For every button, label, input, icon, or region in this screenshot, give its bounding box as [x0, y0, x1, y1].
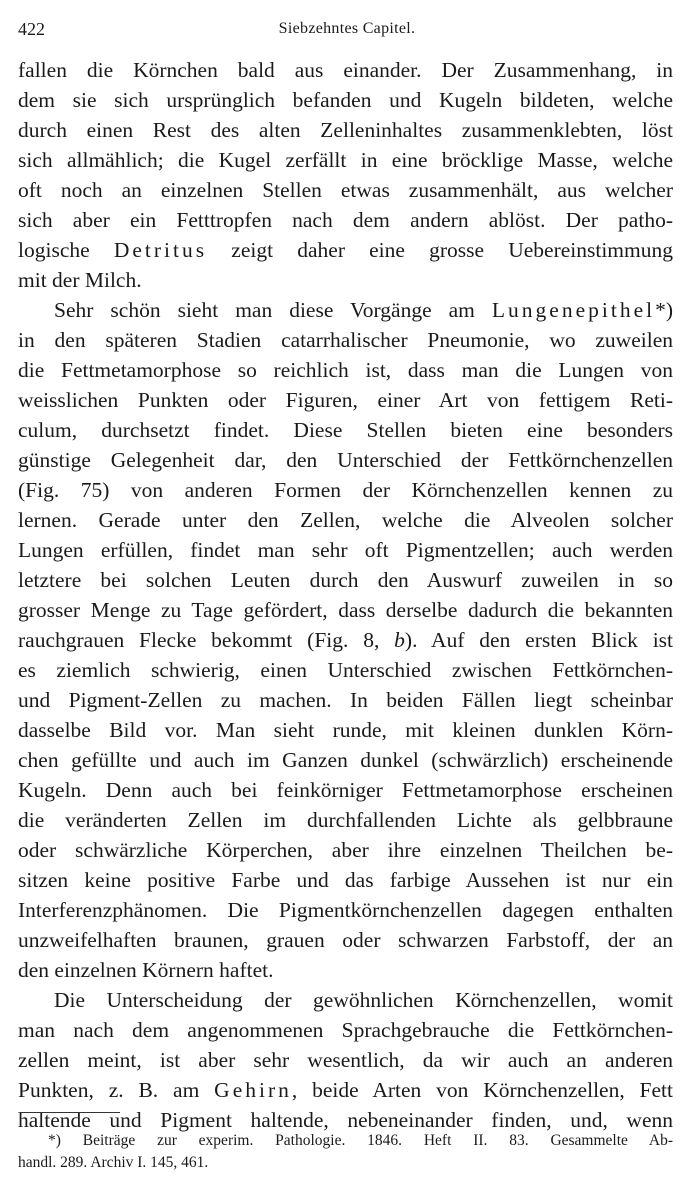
text-line: letztere bei solchen Leuten durch den Auswurf zuweilen in so	[18, 568, 673, 592]
text-line: weisslichen Punkten oder Figuren, einer Art von fettigem Reti-	[18, 388, 673, 412]
page-number: 422	[18, 19, 45, 39]
text-line: culum, durchsetzt findet. Diese Stellen bieten eine besonders	[18, 418, 673, 442]
text-line: chen gefüllte und auch im Ganzen dunkel (schwärzlich) erscheinende	[18, 748, 673, 772]
text-line: dem sie sich ursprünglich befanden und Kugeln bildeten, welche	[18, 88, 673, 112]
text-line: in den späteren Stadien catarrhalischer Pneumonie, wo zuweilen	[18, 328, 673, 352]
text-fragment: logische	[18, 238, 90, 262]
text-line: die veränderten Zellen im durchfallenden Lichte als gelbbraune	[18, 808, 673, 832]
emphasized-term: Detritus	[113, 238, 208, 262]
text-line: man nach dem angenommenen Sprachgebrauche die Fettkörnchen-	[18, 1018, 673, 1042]
text-line	[18, 295, 673, 325]
text-line: dasselbe Bild vor. Man sieht runde, mit kleinen dunklen Körn-	[18, 718, 673, 742]
text-fragment: rauchgrauen Flecke bekommt (Fig. 8,	[18, 628, 380, 652]
text-fragment: Punkten, z. B. am	[18, 1078, 200, 1102]
text-line: durch einen Rest des alten Zelleninhaltes zusammenklebten, löst	[18, 118, 673, 142]
running-head	[18, 14, 676, 44]
text-line: sitzen keine positive Farbe und das farbige Aussehen ist nur ein	[18, 868, 673, 892]
footnotes	[18, 1130, 673, 1174]
text-line: oder schwärzliche Körperchen, aber ihre einzelnen Theilchen be-	[18, 838, 673, 862]
text-line: Interferenzphänomen. Die Pigmentkörnchenzellen dagegen enthalten	[18, 898, 673, 922]
emphasized-term: Gehirn	[214, 1078, 292, 1102]
text-line: oft noch an einzelnen Stellen etwas zusammenhält, aus welcher	[18, 178, 673, 202]
text-line: es ziemlich schwierig, einen Unterschied zwischen Fettkörnchen-	[18, 658, 673, 682]
text-line: lernen. Gerade unter den Zellen, welche die Alveolen solcher	[18, 508, 673, 532]
footnote-line: *) Beiträge zur experim. Pathologie. 1846. Heft II. 83. Gesammelte Ab-	[48, 1132, 673, 1149]
figure-label: b	[394, 628, 405, 652]
text-line	[18, 235, 673, 265]
text-line: zellen meint, ist aber sehr wesentlich, da wir auch an anderen	[18, 1048, 673, 1072]
text-line: und Pigment-Zellen zu machen. In beiden Fällen liegt scheinbar	[18, 688, 673, 712]
text-line	[18, 1075, 673, 1105]
text-line: haltende und Pigment haltende, nebeneinander finden, und, wenn	[18, 1108, 673, 1132]
text-fragment: Sehr schön sieht man diese Vorgänge am	[54, 298, 475, 322]
text-line: Lungen erfüllen, findet man sehr oft Pigmentzellen; auch werden	[18, 538, 673, 562]
text-line	[18, 625, 673, 655]
text-line: die Fettmetamorphose so reichlich ist, dass man die Lungen von	[18, 358, 673, 382]
text-line: grosser Menge zu Tage gefördert, dass derselbe dadurch die bekannten	[18, 598, 673, 622]
text-line: Kugeln. Denn auch bei feinkörniger Fettmetamorphose erscheinen	[18, 778, 673, 802]
footnote-ref: *)	[655, 298, 674, 322]
chapter-title: Siebzehntes Capitel.	[278, 20, 416, 37]
emphasized-term: Lungenepithel	[491, 298, 656, 322]
body-text	[18, 55, 673, 1135]
text-line: sich aber ein Fetttropfen nach dem andern ablöst. Der patho-	[18, 208, 673, 232]
text-line: (Fig. 75) von anderen Formen der Körnchenzellen kennen zu	[18, 478, 673, 502]
text-line: fallen die Körnchen bald aus einander. Der Zusammenhang, in	[18, 58, 673, 82]
footnote-divider	[20, 1112, 120, 1113]
text-fragment: , beide Arten von Körnchenzellen, Fett	[291, 1078, 674, 1102]
text-line: unzweifelhaften braunen, grauen oder schwarzen Farbstoff, der an	[18, 928, 673, 952]
footnote-line: handl. 289. Archiv I. 145, 461.	[18, 1154, 209, 1171]
text-fragment: zeigt daher eine grosse Uebereinstimmung	[231, 238, 674, 262]
text-line: günstige Gelegenheit dar, den Unterschied der Fettkörnchenzellen	[18, 448, 673, 472]
text-line: den einzelnen Körnern haftet.	[18, 958, 274, 982]
text-line: mit der Milch.	[18, 268, 142, 292]
text-line: Die Unterscheidung der gewöhnlichen Körnchenzellen, womit	[54, 988, 673, 1012]
text-fragment: ). Auf den ersten Blick ist	[404, 628, 674, 652]
text-line: sich allmählich; die Kugel zerfällt in eine bröcklige Masse, welche	[18, 148, 673, 172]
